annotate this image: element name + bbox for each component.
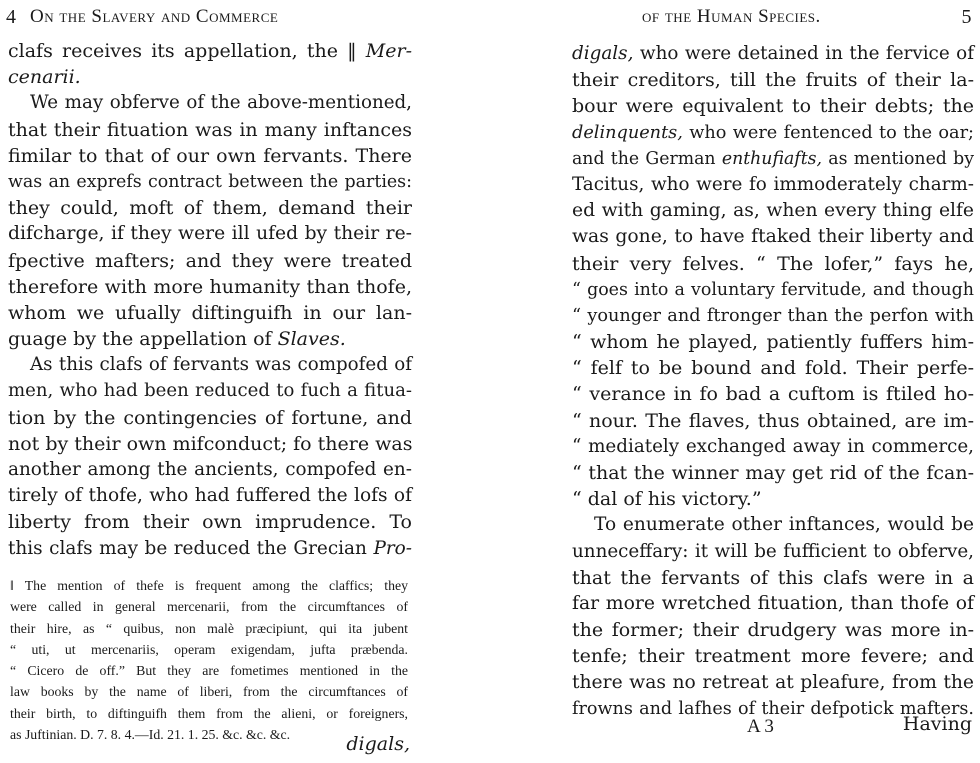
footnote-line: “ uti, ut mercenariis, operam exigendam, jufta præbenda. <box>10 641 408 657</box>
text-line: bour were equivalent to their debts; the <box>572 95 974 118</box>
text-line: their creditors, till the fruits of their la- <box>572 69 974 92</box>
footnote-line: “ Cicero de off.” But they are fometimes mentioned in the <box>10 663 408 679</box>
text-line: “ mediately exchanged away in commerce, <box>572 435 974 457</box>
left-running-head <box>0 6 420 32</box>
footnote-line: their hire, as “ quibus, non malè præcipiunt, qui ita jubent <box>10 620 408 636</box>
text-line: liberty from their own imprudence. To <box>8 511 412 534</box>
text-line: was an exprefs contract between the parties: <box>8 171 412 192</box>
signature-mark: A 3 <box>747 716 774 737</box>
right-page <box>562 0 980 763</box>
text-line: frowns and lafhes of their defpotick mafters. <box>572 698 974 719</box>
page-gutter <box>420 0 562 763</box>
text-line: “ whom he played, patiently fuffers him- <box>572 331 974 354</box>
text-line: ed with gaming, as, when every thing elfe <box>572 200 974 222</box>
text-line: tenfe; their treatment more fevere; and <box>572 645 974 668</box>
text-line: “ felf to be bound and fold. Their perfe- <box>572 357 974 380</box>
text-line: they could, moft of them, demand their <box>8 197 412 220</box>
text-line: that their fituation was in many inftances <box>8 118 412 141</box>
text-line: cenarii. <box>8 66 81 89</box>
text-line: fimilar to that of our own fervants. There <box>8 144 412 167</box>
text-line: “ dal of his victory.” <box>572 488 762 511</box>
right-body-text <box>572 41 974 722</box>
left-page <box>0 0 420 763</box>
text-line: difcharge, if they were ill ufed by their re- <box>8 223 412 245</box>
text-line: was gone, to have ftaked their liberty and <box>572 226 974 248</box>
text-line: digals, who were detained in the fervice of <box>572 43 974 64</box>
left-page-number: 4 <box>6 6 17 28</box>
right-catchword: Having <box>902 713 972 735</box>
text-line: “ verance in fo bad a cuftom is ftiled ho- <box>572 383 974 406</box>
text-line: their very felves. “ The lofer,” fays he, <box>572 252 974 275</box>
text-line: clafs receives its appellation, the ‖ Mer- <box>8 40 412 62</box>
text-line: there was no retreat at pleafure, from the <box>572 671 974 693</box>
left-catchword: digals, <box>346 733 410 755</box>
right-page-number: 5 <box>961 6 972 28</box>
text-line: “ nour. The flaves, thus obtained, are im- <box>572 409 974 432</box>
footnote-line: their birth, to diftinguifh them from the alieni, or foreigners, <box>10 705 408 721</box>
text-line: unneceffary: it will be fufficient to obferve, <box>572 540 974 562</box>
text-line: and the German enthufiafts, as mentioned by <box>572 148 974 169</box>
text-line: the former; their drudgery was more in- <box>572 619 974 642</box>
text-line: To enumerate other inftances, would be <box>594 514 974 536</box>
text-line: “ that the winner may get rid of the fcan- <box>572 462 974 484</box>
text-line: another among the ancients, compofed en- <box>8 459 412 480</box>
text-line: Tacitus, who were fo immoderately charm- <box>572 173 974 195</box>
footnote-line: as Juftinian. D. 7. 8. 4.—Id. 21. 1. 25. &c. &c. &c. <box>10 727 291 743</box>
text-line: tirely of thofe, who had fuffered the lofs of <box>8 485 412 507</box>
text-line: “ goes into a voluntary fervitude, and though <box>572 279 974 300</box>
text-line: whom we ufually diftinguifh in our lan- <box>8 301 412 324</box>
text-line: this clafs may be reduced the Grecian Pro- <box>8 537 412 559</box>
text-line: far more wretched fituation, than thofe of <box>572 592 974 614</box>
left-running-title: On the Slavery and Commerce <box>30 6 279 27</box>
right-running-title: of the Human Species. <box>642 6 821 27</box>
text-line: tion by the contingencies of fortune, and <box>8 406 412 429</box>
footnote <box>10 575 408 745</box>
text-line: delinquents, who were fentenced to the oar; <box>572 122 974 143</box>
text-line: We may obferve of the above-mentioned, <box>30 92 412 114</box>
text-line: therefore with more humanity than thofe, <box>8 275 412 298</box>
text-line: men, who had been reduced to fuch a fitua- <box>8 380 412 402</box>
left-body-text <box>8 38 412 562</box>
footnote-line: law books by the name of liberi, from the circumftances of <box>10 684 408 700</box>
text-line: fpective mafters; and they were treated <box>8 249 412 272</box>
footnote-line: were called in general mercenarii, from the circumftances of <box>10 599 408 615</box>
text-line: As this clafs of fervants was compofed of <box>30 354 412 376</box>
text-line: not by their own mifconduct; fo there was <box>8 432 413 455</box>
text-line: guage by the appellation of Slaves. <box>8 328 346 351</box>
text-line: that the fervants of this clafs were in a <box>572 566 974 589</box>
footnote-line: ‖ The mention of thefe is frequent among the claffics; they <box>10 578 408 593</box>
right-running-head <box>562 6 980 32</box>
text-line: “ younger and ftronger than the perfon with <box>572 305 974 326</box>
